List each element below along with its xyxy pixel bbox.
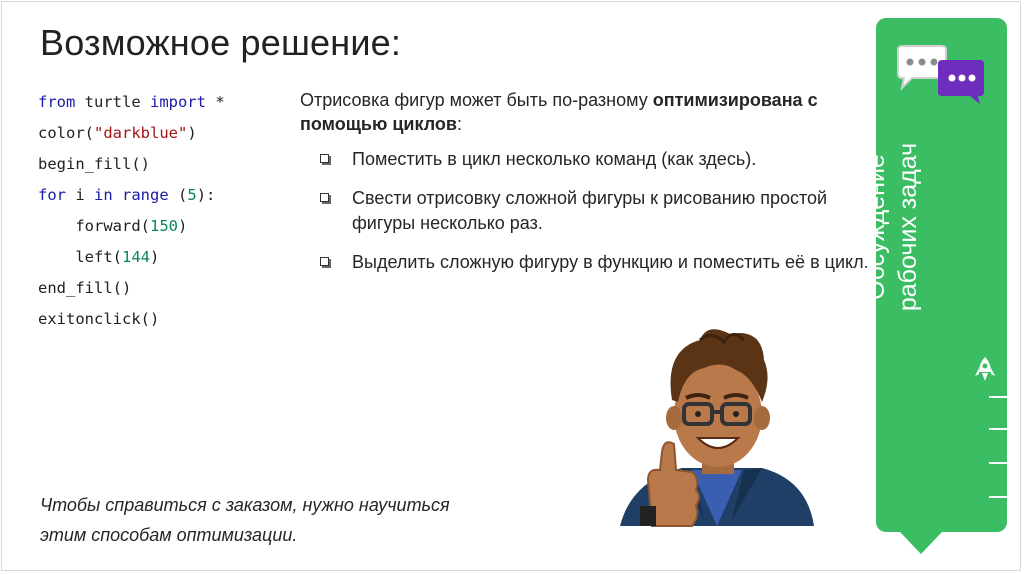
code-token: in [94,186,113,204]
code-token: * [205,93,225,111]
code-token: turtle [75,93,150,111]
sidebar-tick [989,496,1007,498]
code-token: exitonclick() [38,310,160,328]
bullet-text: Выделить сложную фигуру в функцию и поместить её в цикл. [352,252,869,272]
code-token: begin_fill() [38,155,150,173]
code-token: left( [38,248,122,266]
code-token: from [38,93,76,111]
code-token: forward( [38,217,150,235]
intro-text [300,88,880,136]
bullet-text: Свести отрисовку сложной фигуры к рисованию простой фигуры несколько раз. [352,188,828,233]
code-line [38,154,225,185]
chat-bubbles-icon [896,44,988,106]
sidebar-label-line-1: Обсуждение [862,154,890,300]
code-token: ( [168,186,188,204]
code-token: color( [38,124,94,142]
sidebar-tick [989,428,1007,430]
checkbox-bullet-icon [320,193,329,202]
code-line [38,247,225,278]
code-token: 144 [122,248,150,266]
code-token: 150 [149,217,178,235]
sidebar-label [860,102,960,352]
code-line [38,92,225,123]
code-token: range [122,186,169,204]
rocket-icon [975,356,995,382]
code-token: import [149,93,206,111]
footer-line-1: Чтобы справиться с заказом, нужно научиться [40,495,450,515]
intro-plain: Отрисовка фигур может быть по-разному [300,90,653,110]
checkbox-bullet-icon [320,154,329,163]
code-token: 5 [187,186,197,204]
code-line [38,216,225,247]
bullet-item [318,147,878,172]
code-line [38,309,225,340]
sidebar-tick [989,462,1007,464]
slide-title: Возможное решение: [40,22,402,63]
code-token: ) [177,217,188,235]
code-token: ) [187,124,197,142]
code-token: ): [196,186,216,204]
sidebar-tick [989,396,1007,398]
code-line [38,123,225,154]
sidebar-arrow [900,532,942,554]
footer-note [40,490,520,550]
code-token: ) [150,248,160,266]
code-token [113,186,122,204]
code-token: "darkblue" [94,124,188,142]
intro-bold: оптимизирована с помощью циклов [300,90,818,134]
bullet-list [318,147,878,289]
bullet-text: Поместить в цикл несколько команд (как здесь). [352,149,757,169]
checkbox-bullet-icon [320,257,329,266]
code-token: i [66,186,94,204]
thumbs-up-avatar [612,320,822,530]
intro-tail: : [456,114,462,134]
footer-line-2: этим способам оптимизации. [40,525,298,545]
bullet-item [318,186,878,236]
code-token: end_fill() [38,279,132,297]
code-block [38,92,225,340]
code-line [38,185,225,216]
code-token: for [38,186,66,204]
code-line [38,278,225,309]
bullet-item [318,250,878,275]
sidebar-label-line-2: рабочих задач [894,142,922,312]
